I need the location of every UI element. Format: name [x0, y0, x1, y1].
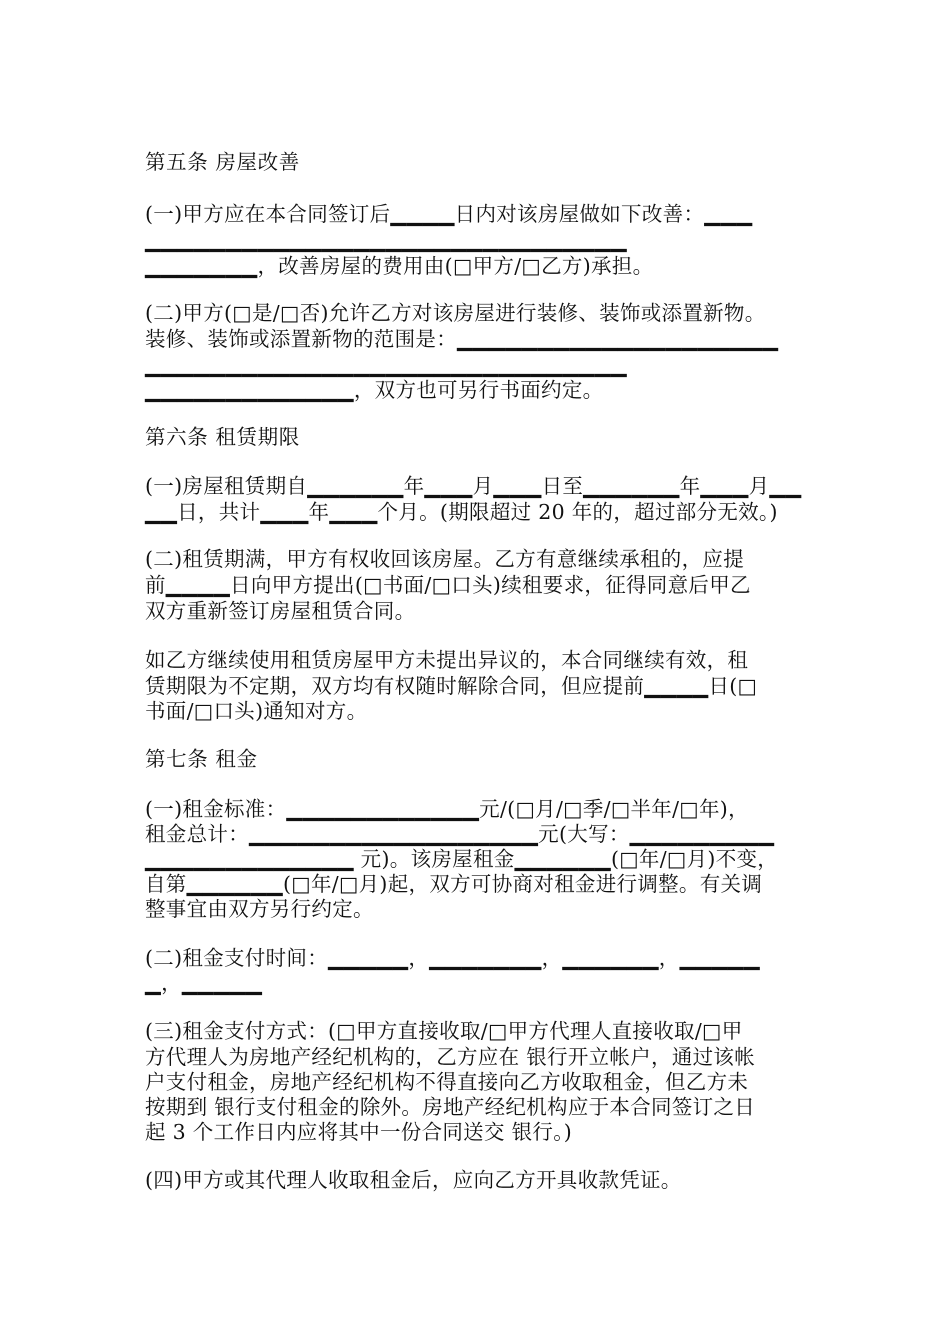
article-7-clause-1-line-5: 整事宜由双方另行约定。: [145, 897, 374, 921]
article-6-clause-2-line-3: 双方重新签订房屋租赁合同。: [145, 599, 416, 623]
article-7-clause-2-line-1: (二)租金支付时间：▁▁▁▁▁，▁▁▁▁▁▁▁，▁▁▁▁▁▁，▁▁▁▁▁: [145, 946, 760, 970]
article-7-clause-3-line-4: 按期到 银行支付租金的除外。房地产经纪机构应于本合同签订之日: [145, 1095, 756, 1119]
article-7-clause-4-line-1: (四)甲方或其代理人收取租金后，应向乙方开具收款凭证。: [145, 1168, 682, 1192]
article-7-clause-1-line-3: ▁▁▁▁▁▁▁▁▁▁▁▁▁ 元)。该房屋租金▁▁▁▁▁▁(□年/□月)不变，: [145, 847, 779, 871]
article-5-clause-1-line-2: ▁▁▁▁▁▁▁▁▁▁▁▁▁▁▁▁▁▁▁▁▁▁▁▁▁▁▁▁▁▁: [145, 228, 627, 252]
article-5-clause-1-line-1: (一)甲方应在本合同签订后▁▁▁▁日内对该房屋做如下改善：▁▁▁: [145, 202, 753, 226]
article-5-heading: 第五条 房屋改善: [145, 150, 300, 174]
article-6-note-line-1: 如乙方继续使用租赁房屋甲方未提出异议的，本合同继续有效，租: [145, 648, 749, 672]
article-7-clause-3-line-5: 起 3 个工作日内应将其中一份合同送交 银行。): [145, 1120, 573, 1144]
article-6-heading: 第六条 租赁期限: [145, 425, 300, 449]
article-6-clause-2-line-1: (二)租赁期满，甲方有权收回该房屋。乙方有意继续承租的，应提: [145, 547, 744, 571]
article-7-clause-1-line-1: (一)租金标准：▁▁▁▁▁▁▁▁▁▁▁▁元/(□月/□季/□半年/□年)，: [145, 797, 749, 821]
article-7-heading: 第七条 租金: [145, 747, 258, 771]
article-7-clause-1-line-2: 租金总计：▁▁▁▁▁▁▁▁▁▁▁▁▁▁▁▁▁▁元(大写：▁▁▁▁▁▁▁▁▁: [145, 822, 775, 846]
article-6-clause-2-line-2: 前▁▁▁▁日向甲方提出(□书面/□口头)续租要求，征得同意后甲乙: [145, 573, 751, 597]
article-5-clause-2-line-3: ▁▁▁▁▁▁▁▁▁▁▁▁▁▁▁▁▁▁▁▁▁▁▁▁▁▁▁▁▁▁: [145, 353, 627, 377]
article-5-clause-2-line-4: ▁▁▁▁▁▁▁▁▁▁▁▁▁，双方也可另行书面约定。: [145, 378, 604, 402]
article-6-note-line-3: 书面/□口头)通知对方。: [145, 699, 368, 723]
article-7-clause-3-line-1: (三)租金支付方式：(□甲方直接收取/□甲方代理人直接收取/□甲: [145, 1019, 743, 1043]
article-7-clause-3-line-3: 户支付租金，房地产经纪机构不得直接向乙方收取租金，但乙方未: [145, 1070, 749, 1094]
article-7-clause-3-line-2: 方代理人为房地产经纪机构的，乙方应在 银行开立帐户，通过该帐: [145, 1045, 756, 1069]
article-5-clause-1-line-3: ▁▁▁▁▁▁▁，改善房屋的费用由(□甲方/□乙方)承担。: [145, 254, 654, 278]
article-5-clause-2-line-1: (二)甲方(□是/□否)允许乙方对该房屋进行装修、装饰或添置新物。: [145, 301, 766, 325]
article-6-clause-1-line-1: (一)房屋租赁期自▁▁▁▁▁▁年▁▁▁月▁▁▁日至▁▁▁▁▁▁年▁▁▁月▁▁: [145, 474, 802, 498]
article-7-clause-1-line-4: 自第▁▁▁▁▁▁(□年/□月)起，双方可协商对租金进行调整。有关调: [145, 872, 763, 896]
article-7-clause-2-line-2: ▁，▁▁▁▁▁: [145, 971, 263, 995]
article-6-clause-1-line-2: ▁▁日，共计▁▁▁年▁▁▁个月。(期限超过 20 年的，超过部分无效。): [145, 500, 778, 524]
article-5-clause-2-line-2: 装修、装饰或添置新物的范围是：▁▁▁▁▁▁▁▁▁▁▁▁▁▁▁▁▁▁▁▁: [145, 327, 779, 351]
article-6-note-line-2: 赁期限为不定期，双方均有权随时解除合同，但应提前▁▁▁▁日(□: [145, 674, 758, 698]
